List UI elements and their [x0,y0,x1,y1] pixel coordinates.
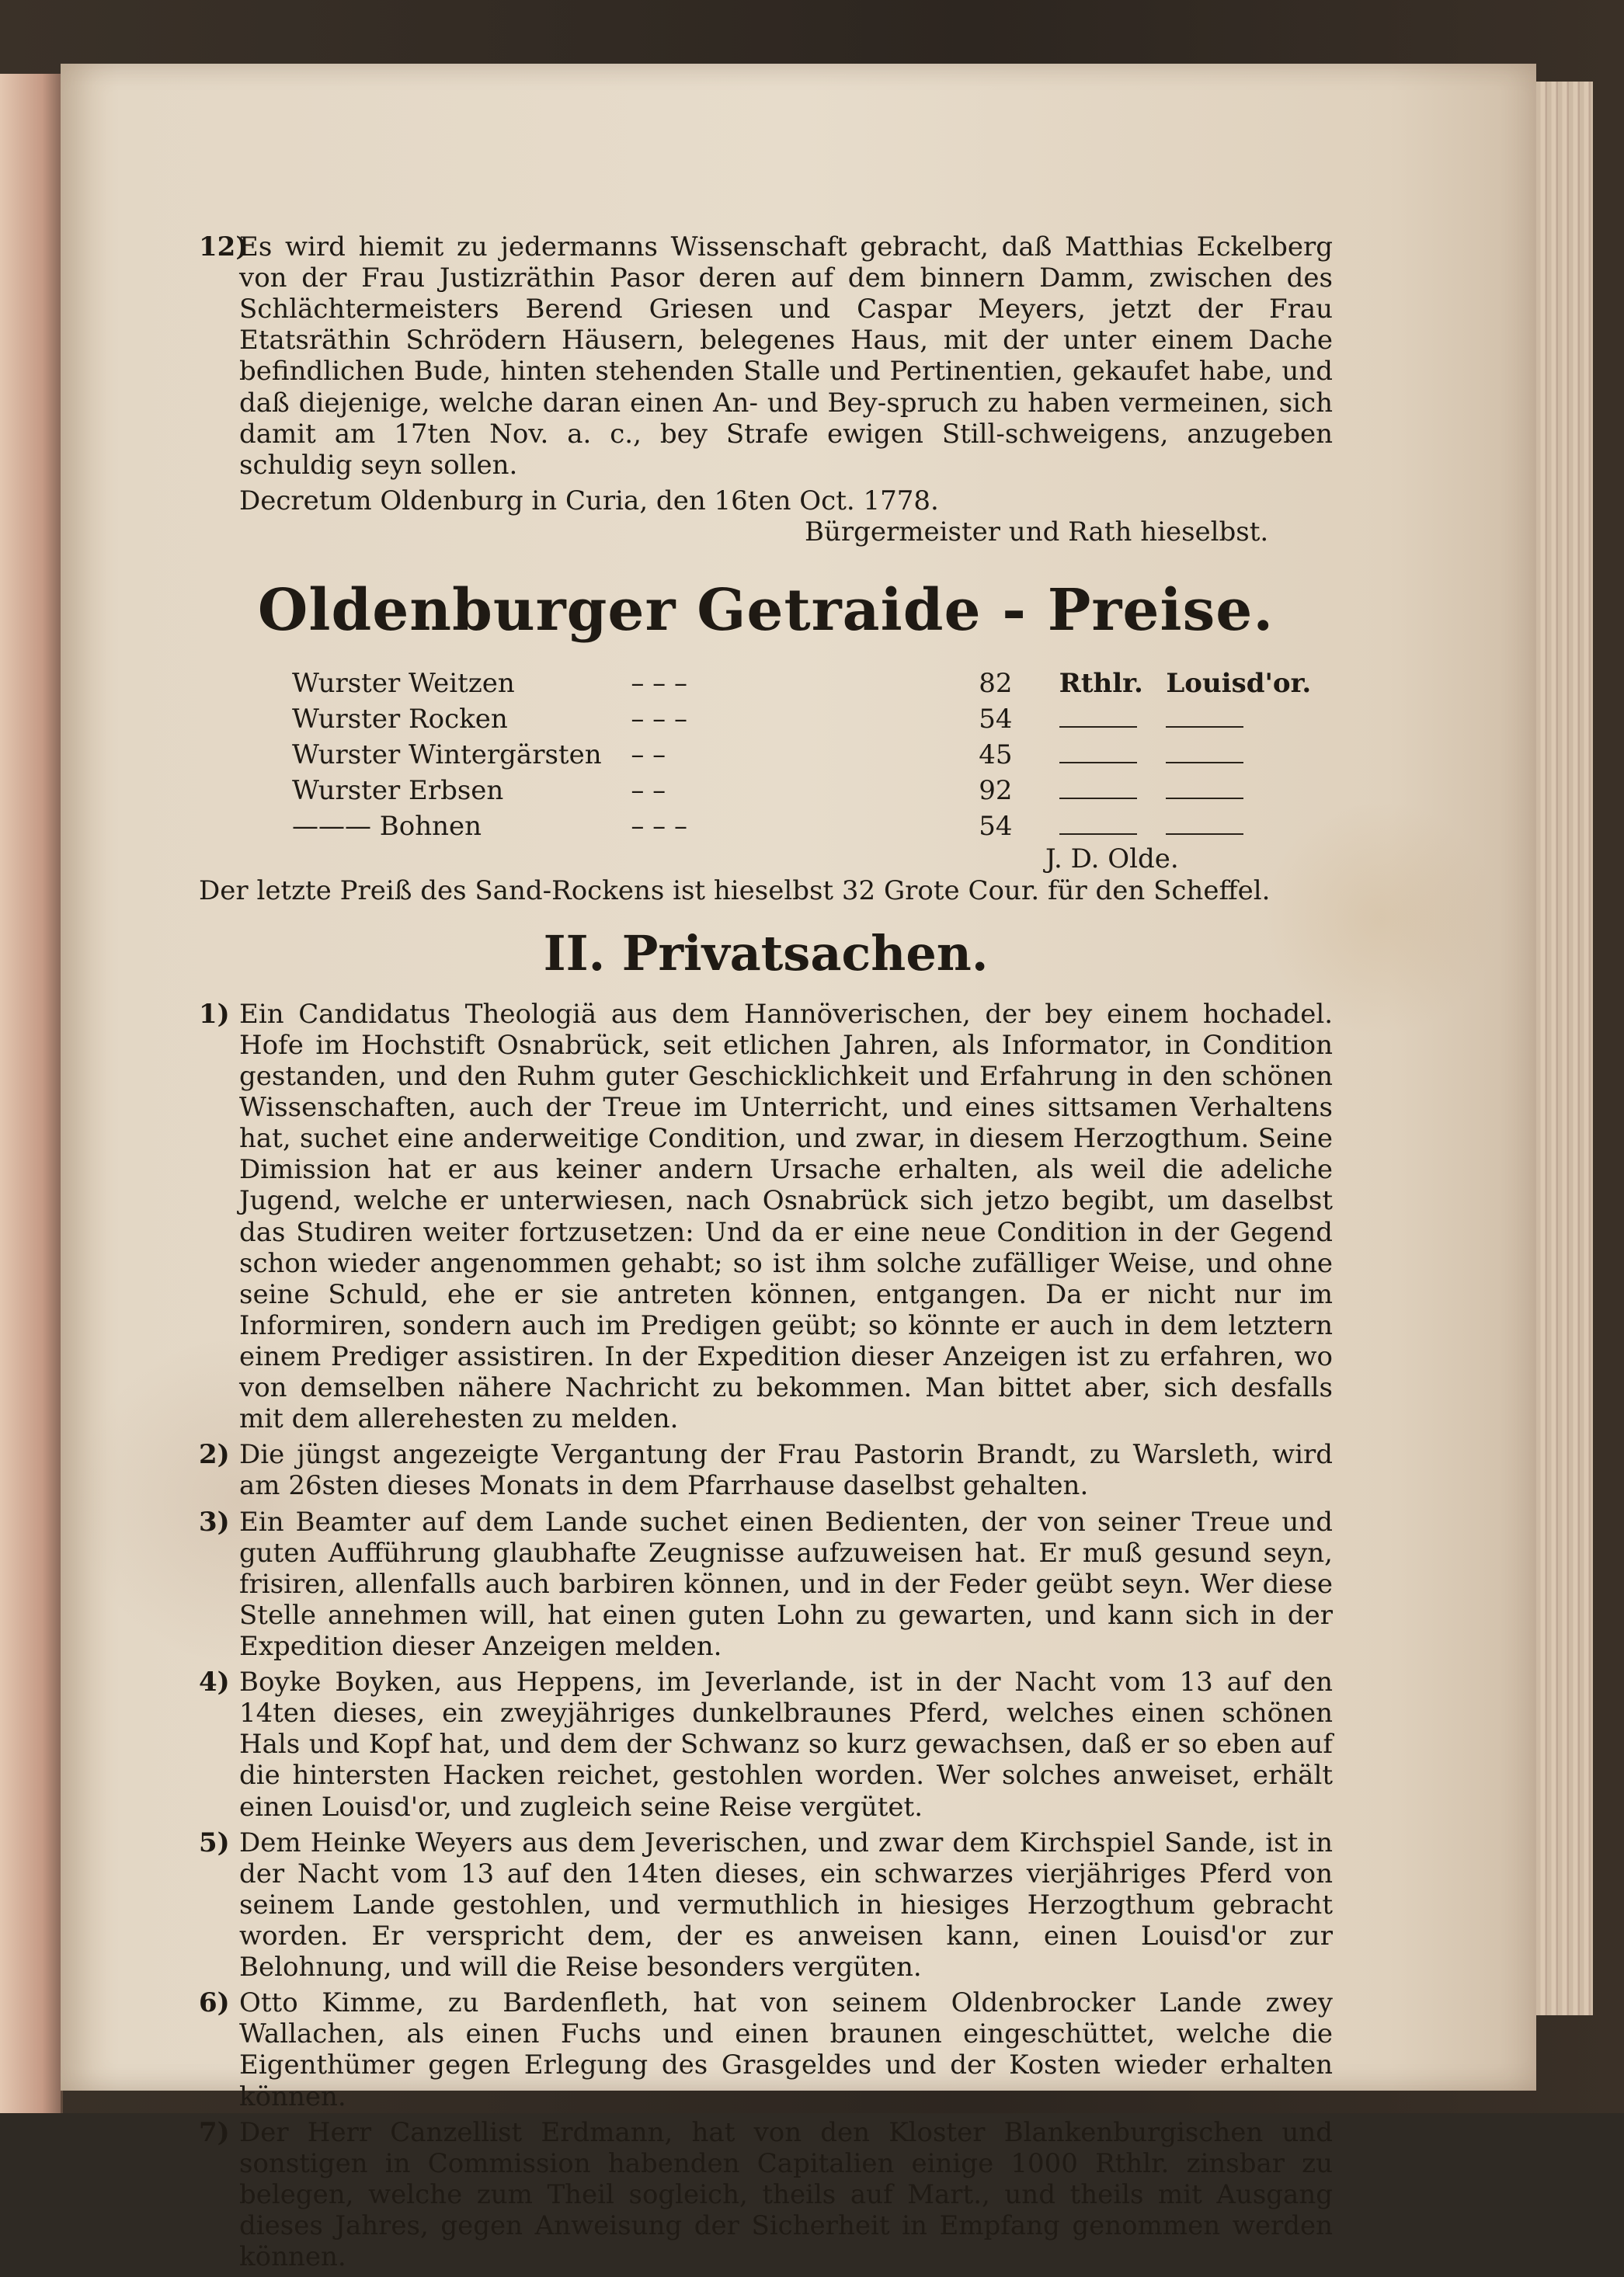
ad-text: Dem Heinke Weyers aus dem Jeverischen, und zwar dem Kirchspiel Sande, ist in der Nacht vom 13 auf den 14ten dieses, ein schwarzes vierjähriges Pferd von seinem Lande gestohlen, und vermuthlich in hiesiges Herzogthum gebracht worden. Er verspricht dem, der es anweisen kann, einen Louisd'or zur Belohnung, und will die Reise besonders vergüten. [239,1827,1333,1983]
section-title: II. Privatsachen. [543,924,989,982]
price-value: 45 [979,739,1013,771]
price-item: Wurster Rocken [292,704,508,735]
price-note: Der letzte Preiß des Sand-Rockens ist hieselbst 32 Grote Cour. für den Scheffel. [199,874,1271,906]
decree-line: Decretum Oldenburg in Curia, den 16ten Oct. 1778. [239,485,939,516]
left-page-edge [0,74,63,2113]
price-signature: J. D. Olde. [1045,843,1179,875]
ad-number: 4) [199,1667,230,1698]
price-item: ——— Bohnen [292,811,482,843]
ad-text: Ein Beamter auf dem Lande suchet einen Bedienten, der von seiner Treue und guten Aufführung glaubhafte Zeugnisse aufzuweisen hat. Er muß gesund seyn, frisiren, allenfalls auch barbiren können, und in der Feder geübt seyn. Wer diese Stelle annehmen will, hat einen guten Lohn zu gewarten, und kann sich in der Expedition dieser Anzeigen melden. [239,1506,1333,1662]
ad-2 [199,1439,1333,1501]
price-item: Wurster Weitzen [292,668,515,700]
ad-5 [199,1827,1333,1983]
price-row [292,699,1333,735]
notice-12 [199,231,1333,481]
price-row [292,663,1333,699]
ad-text: Boyke Boyken, aus Heppens, im Jeverlande, ist in der Nacht vom 13 auf den 14ten dieses, ein zweyjähriges dunkelbraunes Pferd, welches einen schönen Hals und Kopf hat, und dem der Schwanz so kurz gewachsen, daß er so eben auf die hintersten Hacken reichet, gestohlen worden. Wer solches anweiset, erhält einen Louisd'or, und zugleich seine Reise vergütet. [239,1667,1333,1823]
ad-1 [199,999,1333,1435]
price-row [292,770,1333,806]
grain-price-table [292,663,1333,842]
ad-4 [199,1667,1333,1823]
ad-7 [199,2117,1333,2273]
price-line-louis [1166,806,1333,842]
price-line-rthl [1059,699,1167,735]
price-value: 82 [979,668,1013,700]
ad-text: Der Herr Canzellist Erdmann, hat von den Kloster Blankenburgischen und sonstigen in Commission habenden Capitalien einige 1000 Rthlr. zinsbar zu belegen, welche zum Theil sogleich, theils auf Mart., und theils mit Ausgang dieses Jahres, gegen Anweisung der Sicherheit in Empfang genommen werden können. [239,2116,1333,2273]
ad-6 [199,1987,1333,2112]
price-row [292,735,1333,770]
price-line-louis [1166,770,1333,806]
notice-text: Es wird hiemit zu jedermanns Wissenschaft gebracht, daß Matthias Eckelberg von der Frau Justizräthin Pasor deren auf dem binnern Damm, zwischen des Schlächtermeisters Berend Griesen und Caspar Meyers, jetzt der Frau Etatsräthin Schrödern Häusern, belegenes Haus, mit der unter einem Dache befindlichen Bude, hinten stehenden Stalle und Pertinentien, gekaufet habe, und daß diejenige, welche daran einen An- und Bey-spruch zu haben vermeinen, sich damit am 17ten Nov. a. c., bey Strafe ewigen Still-schweigens, anzugeben schuldig seyn sollen. [239,231,1333,481]
price-line-rthl [1059,735,1167,770]
ad-number: 3) [199,1506,230,1538]
ad-number: 7) [199,2116,230,2148]
price-item: Wurster Wintergärsten [292,739,602,771]
price-header-rthl: Rthlr. [1059,668,1143,700]
price-dashes: – – [631,775,666,807]
price-value: 54 [979,811,1013,843]
price-dashes: – – – [631,668,687,700]
price-heading: Oldenburger Getraide - Preise. [257,577,1275,645]
ad-number: 5) [199,1827,230,1858]
ad-text: Otto Kimme, zu Bardenfleth, hat von seinem Oldenbrocker Lande zwey Wallachen, als einen Fuchs und einen braunen eingeschüttet, welche die Eigenthümer gegen Erlegung des Grasgeldes und der Kosten wieder erhalten können. [239,1987,1333,2112]
price-dashes: – – – [631,704,687,735]
ad-number: 2) [199,1439,230,1471]
newspaper-page [61,64,1536,2273]
page-content [199,231,1333,2277]
price-dashes: – – [631,739,666,771]
price-row [292,806,1333,842]
ad-number: 6) [199,1987,230,2019]
ad-text: Ein Candidatus Theologiä aus dem Hannöverischen, der bey einem hochadel. Hofe im Hochstift Osnabrück, seit etlichen Jahren, als Informator, in Condition gestanden, und den Ruhm guter Geschicklichkeit und Erfahrung in den schönen Wissenschaften, auch der Treue im Unterricht, und eines sittsamen Verhaltens hat, suchet eine anderweitige Condition, und zwar, in diesem Herzogthum. Seine Dimission hat er aus keiner andern Ursache erhalten, als weil die adeliche Jugend, welche er unterwiesen, nach Osnabrück sich jetzo begibt, um daselbst das Studiren weiter fortzusetzen: Und da er eine neue Condition in der Gegend schon wieder angenommen gehabt; so ist ihm solche zufälliger Weise, und ohne seine Schuld, ehe er sie antreten können, entgangen. Da er nicht nur im Informiren, sondern auch im Predigen geübt; so könnte er auch in dem letztern einem Prediger assistiren. In der Expedition dieser Anzeigen ist zu erfahren, wo von demselben nähere Nachricht zu bekommen. Man bittet aber, sich desfalls mit dem allerehesten zu melden. [239,998,1333,1435]
price-value: 54 [979,704,1013,735]
ad-3 [199,1507,1333,1663]
price-line-rthl [1059,770,1167,806]
price-header-louis: Louisd'or. [1166,668,1312,700]
ad-number: 1) [199,998,230,1030]
price-line-louis [1166,699,1333,735]
price-item: Wurster Erbsen [292,775,504,807]
price-dashes: – – – [631,811,687,843]
ad-text: Die jüngst angezeigte Vergantung der Frau Pastorin Brandt, zu Warsleth, wird am 26sten dieses Monats in dem Pfarrhause daselbst gehalten. [239,1439,1333,1502]
decree-signoff: Bürgermeister und Rath hieselbst. [805,516,1269,548]
price-line-louis [1166,735,1333,770]
notice-number: 12) [199,231,249,262]
price-line-rthl [1059,806,1167,842]
price-value: 92 [979,775,1013,807]
